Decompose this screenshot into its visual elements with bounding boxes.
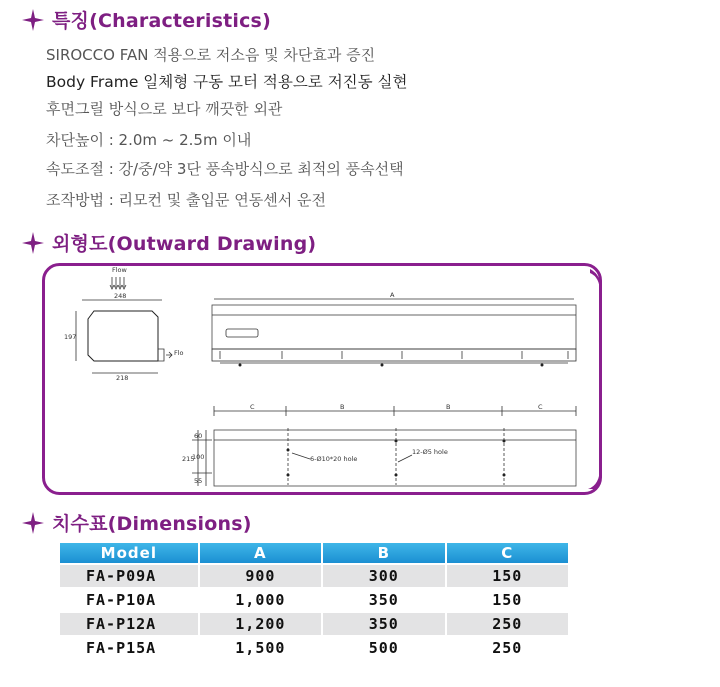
table-row — [60, 589, 568, 611]
table-header-row — [60, 543, 568, 563]
table-cell-b: 350 — [323, 589, 444, 611]
four-point-star-icon — [22, 9, 44, 31]
table-cell-a: 900 — [200, 565, 321, 587]
table-cell-model: FA-P12A — [60, 613, 198, 635]
table-row — [60, 565, 568, 587]
feature-line-5: 속도조절 : 강/중/약 3단 풍속방식으로 최적의 풍속선택 — [46, 160, 404, 178]
table-cell-b: 350 — [323, 613, 444, 635]
drawing-label-flow-side: Flo — [174, 349, 184, 357]
table-cell-b: 500 — [323, 637, 444, 659]
drawing-label-100: 100 — [192, 453, 205, 461]
characteristics-heading — [22, 6, 271, 33]
feature-line-6: 조작방법 : 리모컨 및 출입문 연동센서 운전 — [46, 191, 326, 209]
characteristics-title: 특징(Characteristics) — [52, 10, 271, 32]
table-cell-model: FA-P09A — [60, 565, 198, 587]
drawing-label-B1: B — [340, 403, 345, 411]
dimensions-table — [58, 541, 570, 661]
four-point-star-icon — [22, 512, 44, 534]
drawing-label-A: A — [390, 291, 395, 299]
drawing-label-C2: C — [538, 403, 543, 411]
drawing-label-60: 60 — [194, 432, 203, 440]
table-cell-b: 300 — [323, 565, 444, 587]
table-cell-a: 1,500 — [200, 637, 321, 659]
drawing-label-hole-2: 12-Ø5 hole — [412, 448, 448, 456]
table-row — [60, 613, 568, 635]
drawing-label-hole-1: 6-Ø10*20 hole — [310, 455, 358, 463]
drawing-title: 외형도(Outward Drawing) — [52, 233, 317, 255]
table-cell-c: 150 — [447, 589, 568, 611]
dimensions-title: 치수표(Dimensions) — [52, 513, 252, 535]
four-point-star-icon — [22, 232, 44, 254]
drawing-label-218: 218 — [116, 374, 129, 382]
table-row — [60, 637, 568, 659]
table-cell-c: 250 — [447, 613, 568, 635]
drawing-label-248: 248 — [114, 292, 127, 300]
table-header-a: A — [200, 543, 321, 563]
feature-line-3: 후면그릴 방식으로 보다 깨끗한 외관 — [46, 100, 283, 118]
feature-line-2: Body Frame 일체형 구동 모터 적용으로 저진동 실현 — [46, 73, 408, 91]
table-cell-model: FA-P15A — [60, 637, 198, 659]
drawing-label-B2: B — [446, 403, 451, 411]
drawing-label-C1: C — [250, 403, 255, 411]
drawing-label-flow: Flow — [112, 266, 127, 274]
drawing-label-197: 197 — [64, 333, 77, 341]
drawing-heading — [22, 229, 316, 256]
feature-line-1: SIROCCO FAN 적용으로 저소음 및 차단효과 증진 — [46, 46, 376, 64]
table-header-model: Model — [60, 543, 198, 563]
feature-line-4: 차단높이 : 2.0m ~ 2.5m 이내 — [46, 131, 252, 149]
table-cell-c: 150 — [447, 565, 568, 587]
table-cell-a: 1,200 — [200, 613, 321, 635]
table-cell-model: FA-P10A — [60, 589, 198, 611]
table-cell-c: 250 — [447, 637, 568, 659]
table-cell-a: 1,000 — [200, 589, 321, 611]
table-header-b: B — [323, 543, 444, 563]
table-header-c: C — [447, 543, 568, 563]
drawing-label-215: 215 — [182, 455, 195, 463]
drawing-label-55: 55 — [194, 477, 203, 485]
dimensions-heading — [22, 509, 252, 536]
outward-drawing — [42, 263, 602, 495]
